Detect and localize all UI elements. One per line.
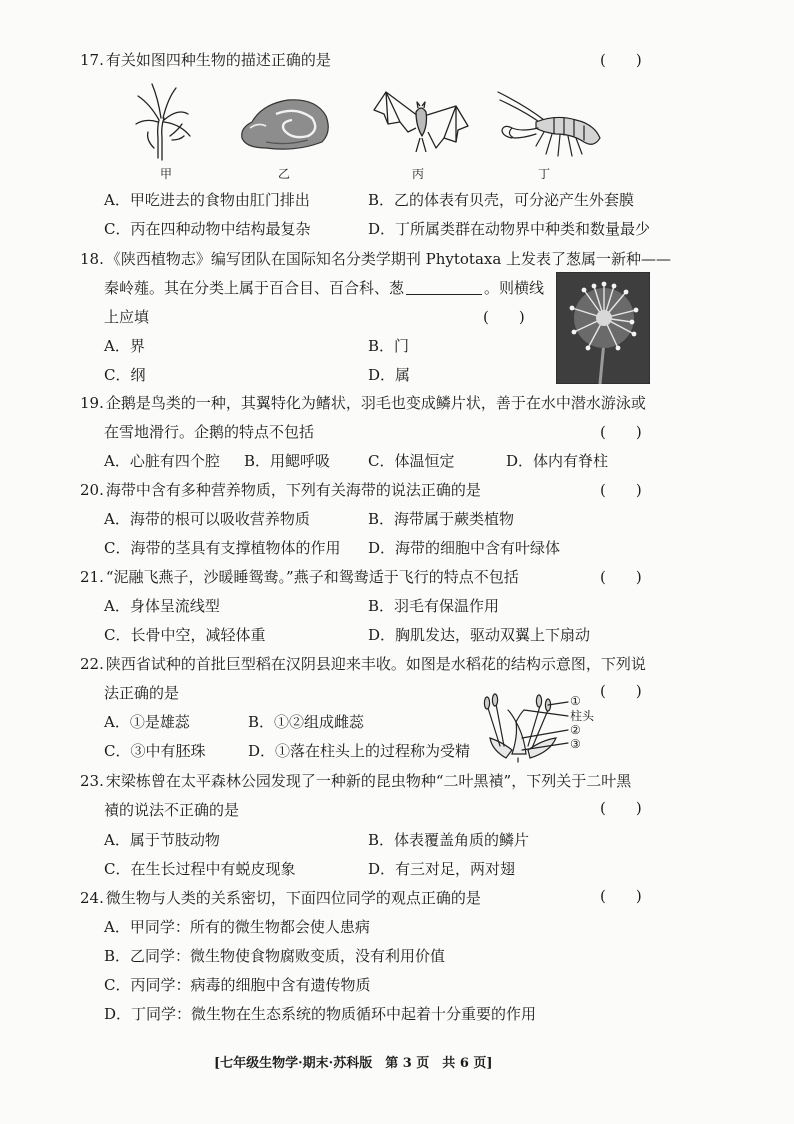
snail-sketch-icon	[236, 92, 334, 154]
q24-option-c: C．丙同学：病毒的细胞中含有遗传物质	[104, 976, 371, 994]
q21-stem: 21. “泥融飞燕子，沙暖睡鸳鸯。”燕子和鸳鸯适于飞行的特点不包括	[80, 568, 519, 586]
q22-option-c: C．③中有胚珠	[104, 742, 206, 760]
q18-answer-blank	[406, 278, 482, 295]
q19-option-d: D．体内有脊柱	[506, 452, 609, 470]
q22-label-1: ①	[570, 694, 581, 708]
q22-answer-paren: ( )	[600, 682, 642, 700]
q19-answer-paren: ( )	[600, 423, 642, 441]
q18-stem-line1: 18. 《陕西植物志》编写团队在国际知名分类学期刊 Phytotaxa 上发表了葱属一新种——	[80, 250, 672, 268]
q18-option-c: C．纲	[104, 366, 146, 384]
q24-stem: 24. 微生物与人类的关系密切，下面四位同学的观点正确的是	[80, 889, 481, 907]
q24-option-d: D．丁同学：微生物在生态系统的物质循环中起着十分重要的作用	[104, 1005, 537, 1023]
q23-option-c: C．在生长过程中有蜕皮现象	[104, 860, 296, 878]
q22-stem-line1: 22. 陕西省试种的首批巨型稻在汉阴县迎来丰收。如图是水稻花的结构示意图，下列说	[80, 655, 646, 673]
q20-option-d: D．海带的细胞中含有叶绿体	[368, 539, 561, 557]
q22-label-3: ③	[570, 737, 581, 751]
q23-stem-line2: 襀的说法不正确的是	[104, 801, 240, 819]
q19-stem-line2: 在雪地滑行。企鹅的特点不包括	[104, 423, 315, 441]
bat-sketch-icon	[372, 86, 470, 160]
q23-option-d: D．有三对足，两对翅	[368, 860, 516, 878]
q23-option-a: A．属于节肢动物	[104, 831, 220, 849]
q21-answer-paren: ( )	[600, 568, 642, 586]
q23-option-b: B．体表覆盖角质的鳞片	[368, 831, 530, 849]
q19-option-b: B．用鳃呼吸	[244, 452, 331, 470]
q22-option-b: B．①②组成雌蕊	[248, 713, 365, 731]
q23-answer-paren: ( )	[600, 799, 642, 817]
q24-option-a: A．甲同学：所有的微生物都会使人患病	[104, 918, 370, 936]
q18-stem-line3: 上应填	[104, 308, 150, 326]
q17-option-d: D．丁所属类群在动物界中种类和数量最少	[368, 220, 651, 238]
page-footer: [七年级生物学·期末·苏科版 第 3 页 共 6 页]	[214, 1056, 493, 1071]
q18-answer-paren: ( )	[483, 308, 525, 326]
q19-option-c: C．体温恒定	[368, 452, 455, 470]
q17-caption-yi: 乙	[278, 167, 291, 181]
q22-label-2: ②	[570, 723, 581, 737]
q20-option-a: A．海带的根可以吸收营养物质	[104, 510, 310, 528]
q17-option-b: B．乙的体表有贝壳，可分泌产生外套膜	[368, 191, 635, 209]
rice-flower-diagram-icon	[472, 692, 584, 764]
q21-option-a: A．身体呈流线型	[104, 597, 220, 615]
q19-stem-line1: 19. 企鹅是鸟类的一种，其翼特化为鳍状，羽毛也变成鳞片状，善于在水中潜水游泳或	[80, 394, 646, 412]
q17-answer-paren: ( )	[600, 51, 642, 69]
q17-option-a: A．甲吃进去的食物由肛门排出	[104, 191, 310, 209]
q21-option-d: D．胸肌发达，驱动双翼上下扇动	[368, 626, 591, 644]
q22-label-stigma: 柱头	[570, 709, 595, 723]
shrimp-sketch-icon	[496, 88, 604, 160]
q18-option-d: D．属	[368, 366, 411, 384]
q17-stem: 17. 有关如图四种生物的描述正确的是	[80, 51, 331, 69]
q17-caption-jia: 甲	[160, 167, 173, 181]
q17-caption-ding: 丁	[538, 167, 551, 181]
q24-option-b: B．乙同学：微生物使食物腐败变质，没有利用价值	[104, 947, 446, 965]
hydra-sketch-icon	[128, 78, 200, 162]
q24-answer-paren: ( )	[600, 887, 642, 905]
q17-caption-bing: 丙	[412, 167, 425, 181]
q23-stem-line1: 23. 宋梁栋曾在太平森林公园发现了一种新的昆虫物种“二叶黑襀”，下列关于二叶黑	[80, 772, 632, 790]
q20-option-c: C．海带的茎具有支撑植物体的作用	[104, 539, 341, 557]
q20-answer-paren: ( )	[600, 481, 642, 499]
q20-option-b: B．海带属于蕨类植物	[368, 510, 515, 528]
q22-option-a: A．①是雄蕊	[104, 713, 190, 731]
q19-option-a: A．心脏有四个腔	[104, 452, 220, 470]
q18-stem-line2: 秦岭薤。其在分类上属于百合目、百合科、葱 。则横线	[104, 279, 545, 297]
q18-option-a: A．界	[104, 337, 145, 355]
q20-stem: 20. 海带中含有多种营养物质，下列有关海带的说法正确的是	[80, 481, 481, 499]
q22-option-d: D．①落在柱头上的过程称为受精	[248, 742, 471, 760]
q22-stem-line2: 法正确的是	[104, 684, 180, 702]
q18-option-b: B．门	[368, 337, 410, 355]
q21-option-b: B．羽毛有保温作用	[368, 597, 500, 615]
q21-option-c: C．长骨中空，减轻体重	[104, 626, 266, 644]
q17-option-c: C．丙在四种动物中结构最复杂	[104, 220, 311, 238]
allium-flower-photo-icon	[556, 272, 650, 384]
